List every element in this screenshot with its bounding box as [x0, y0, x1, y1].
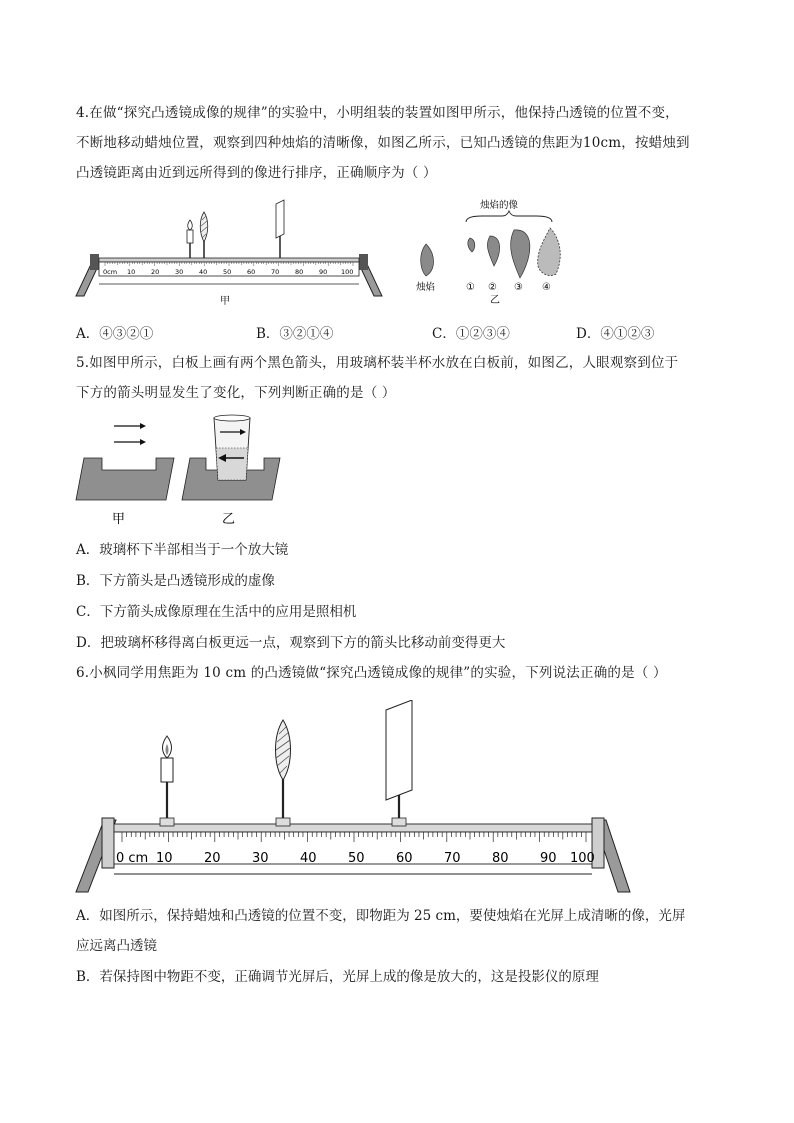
brace	[466, 211, 552, 222]
caption-jia: 甲	[220, 296, 230, 307]
tick-label: 20	[151, 268, 160, 276]
tick-label: 20	[204, 851, 221, 866]
brace-label: 烛焰的像	[480, 200, 519, 211]
convex-lens	[276, 720, 291, 826]
candle	[187, 220, 193, 258]
tick-label: 30	[252, 851, 269, 866]
q5-option-a: A．玻璃杯下半部相当于一个放大镜	[76, 542, 289, 558]
tick-label: 100	[341, 268, 354, 276]
arrow-icon	[114, 423, 146, 429]
bench-left-end	[102, 818, 114, 868]
caption-yi: 乙	[222, 512, 236, 527]
bench-left-end	[90, 254, 99, 270]
image-2-icon	[487, 236, 499, 266]
glass-cup	[214, 415, 250, 480]
tick-label: 0cm	[103, 268, 118, 276]
tick-label: 50	[348, 851, 365, 866]
tick-label: 60	[396, 851, 413, 866]
tick-label: 10	[156, 851, 173, 866]
light-screen	[386, 700, 412, 826]
caption-jia: 甲	[112, 512, 126, 527]
image-label-4: ④	[542, 282, 551, 293]
caption-yi: 乙	[490, 295, 500, 306]
q4-figure-yi	[410, 196, 580, 306]
image-label-1: ①	[466, 282, 475, 293]
tick-label: 40	[199, 268, 208, 276]
q5-text-line-2: 下方的箭头明显发生了变化，下列判断正确的是（ ）	[76, 385, 396, 401]
q6-option-a-line-2: 应远离凸透镜	[76, 938, 157, 954]
q4-text-line-2: 不断地移动蜡烛位置，观察到四种烛焰的清晰像，如图乙所示，已知凸透镜的焦距为10cm，按蜡烛到	[76, 135, 690, 151]
q6-option-b: B．若保持图中物距不变，正确调节光屏后，光屏上成的像是放大的，这是投影仪的原理	[76, 969, 599, 985]
q4-figure-jia	[70, 192, 390, 312]
whiteboard-jia	[76, 458, 174, 500]
candle	[160, 736, 174, 826]
q4-option-d: D．④①②③	[576, 326, 655, 342]
q4-text-line-3: 凸透镜距离由近到远所得到的像进行排序，正确顺序为（ ）	[76, 165, 437, 181]
q5-option-d: D．把玻璃杯移得离白板更远一点，观察到下方的箭头比移动前变得更大	[76, 635, 506, 651]
tick-label: 0 cm	[116, 851, 149, 866]
tick-label: 70	[444, 851, 461, 866]
tick-label: 70	[271, 268, 280, 276]
bench-rail-top	[114, 824, 592, 832]
q5-figure	[74, 408, 294, 530]
bench-rail-top	[99, 258, 359, 262]
image-4-icon	[538, 228, 561, 276]
q5-option-b: B．下方箭头是凸透镜形成的虚像	[76, 573, 275, 589]
flame-icon	[421, 244, 434, 276]
tick-label: 50	[223, 268, 232, 276]
tick-label: 30	[175, 268, 184, 276]
tick-label: 60	[247, 268, 256, 276]
tick-label: 80	[492, 851, 509, 866]
q6-option-a-line-1: A．如图所示，保持蜡烛和凸透镜的位置不变，即物距为 25 cm，要使烛焰在光屏上成清晰的像，光屏	[76, 908, 686, 924]
tick-label: 90	[319, 268, 328, 276]
image-label-2: ②	[488, 282, 497, 293]
q5-option-c: C．下方箭头成像原理在生活中的应用是照相机	[76, 604, 357, 620]
bench-right-end	[359, 254, 368, 270]
q6-text-line-1: 6.小枫同学用焦距为 10 cm 的凸透镜做“探究凸透镜成像的规律”的实验，下列说法正确的是（ ）	[76, 665, 667, 681]
image-3-icon	[511, 230, 530, 278]
arrow-icon	[114, 439, 146, 445]
tick-label: 100	[570, 851, 595, 866]
tick-label: 90	[540, 851, 557, 866]
q5-text-line-1: 5.如图甲所示，白板上画有两个黑色箭头，用玻璃杯装半杯水放在白板前，如图乙，人眼观察到位于	[76, 355, 679, 371]
q4-option-a: A．④③②①	[76, 326, 154, 342]
light-screen	[276, 200, 284, 258]
image-1-icon	[468, 238, 475, 252]
q4-text-line-1: 4.在做“探究凸透镜成像的规律”的实验中，小明组装的装置如图甲所示，他保持凸透镜的位置不变，	[76, 105, 679, 121]
convex-lens	[200, 212, 208, 258]
q6-optical-bench	[74, 700, 634, 896]
q4-option-c: C．①②③④	[432, 326, 510, 342]
tick-label: 40	[300, 851, 317, 866]
q4-option-b: B．③②①④	[256, 326, 334, 342]
tick-label: 10	[127, 268, 136, 276]
flame-label: 烛焰	[416, 282, 436, 293]
image-label-3: ③	[514, 282, 523, 293]
tick-label: 80	[295, 268, 304, 276]
